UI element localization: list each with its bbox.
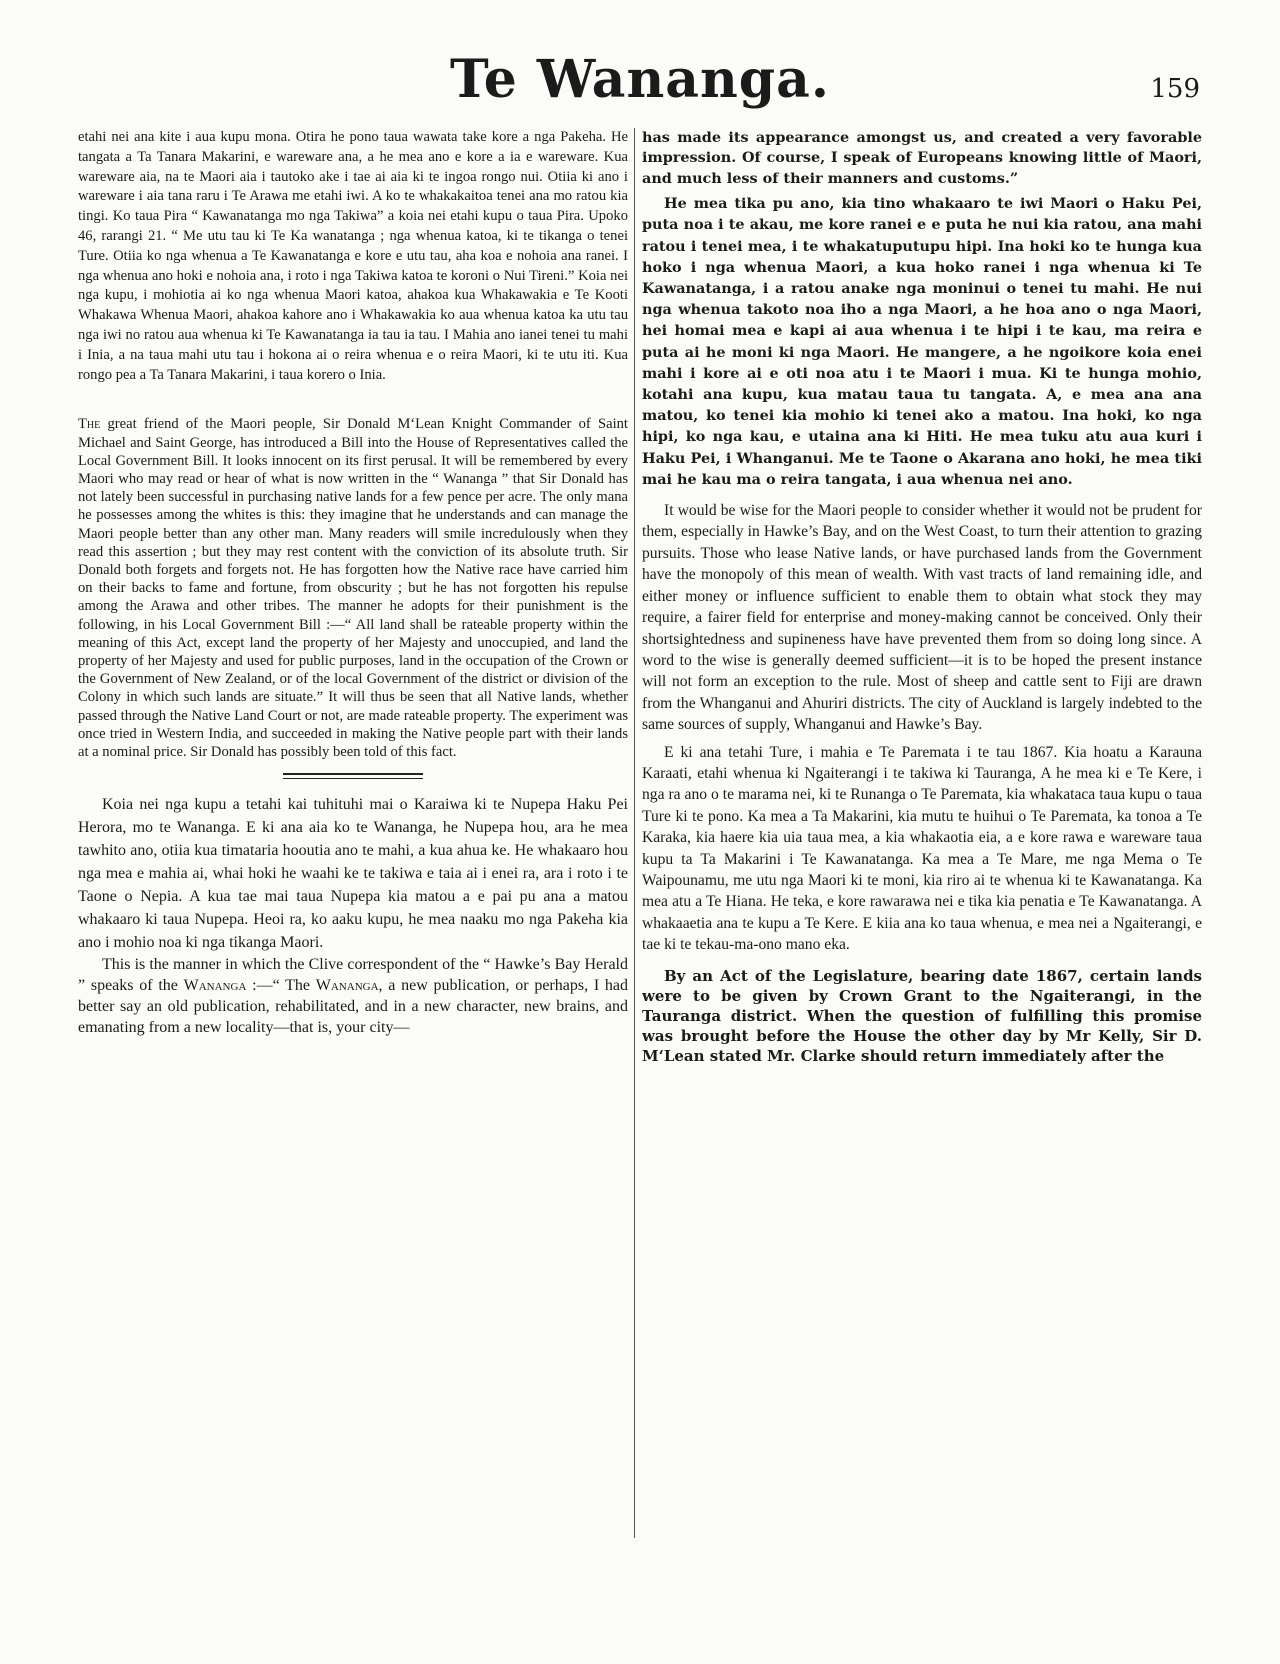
masthead: [0, 50, 1280, 110]
drop-lead: The: [78, 416, 101, 433]
article-maori-tauranga: E ki ana tetahi Ture, i mahia e Te Paremata i te tau 1867. Kia hoatu a Karauna Karaati, etahi whenua ki Ngaiterangi i te takiwa ki Tauranga, A he mea ki e Te Kere, i nga ra ano o te marama nei, ki te Runanga o Te Paremata, kia whakataca taua kupu o taua Ture ki te pono. Ka mea a Ta Makarini, kia mutu te huihui o Te Paremata, ka tonoa a Te Karaka, kia haere kia uia taua mea, a kia whakaotia eia, a e kore rawa e wareware taua kupu ta Ta Makarini i Te Kawanatanga. Ka mea a Te Mare, me nga Mema o Te Waipounamu, me utu nga Maori ki te moni, kia riro ai te whenua ki te Kawanatanga. Ka mea atu a Te Hiana. He teka, e kore rawarawa nei e tika kia penatia e Te Kawanatanga. A whakaaetia ana te kupu a Te Kere. E kiia ana ko taua whenua, e mea nei a Ngaiterangi, e tae ki te tekau-ma-ono mano eka.: [642, 743, 1202, 954]
text-run-smallcaps: Wananga: [183, 977, 247, 995]
article-english-clive: [78, 954, 628, 1038]
text-run: :—“ The: [246, 977, 316, 995]
article-english-rates: [78, 415, 628, 761]
article-english-grazing: It would be wise for the Maori people to consider whether it would not be prudent for them, especially in Hawke’s Bay, and on the West Coast, to turn their attention to grazing pursuits. Those who lease Native lands, or have purchased lands from the Government have the monopoly of this mean of wealth. With vast tracts of land remaining idle, and either money or influence sufficient to enable them to obtain what stock they may require, a fairer field for enterprise and money-making cannot be conceived. Only their shortsightedness and supineness have have prevented them from so doing long since. A word to the wise is generally deemed sufficient—it is to be hoped the present instance will not form an exception to the rule. Most of sheep and cattle sent to Fiji are drawn from the Whanganui and Ahuriri districts. The city of Auckland is largely indebted to the same sources of supply, Whanganui and Hawke’s Bay.: [642, 502, 1202, 734]
left-column: [78, 128, 628, 1538]
text-run: , a new publication, or perhaps, I had better say an old publication, rehabilitated, and in a new character, new brains, and emanating from a new locality—that is, your city—: [78, 977, 628, 1037]
text-run-smallcaps: Wananga: [315, 977, 379, 995]
text-run: This is the manner in which the Clive correspondent of the “ Hawke’s Bay Herald ” speaks of the: [78, 956, 628, 995]
column-divider: [634, 128, 635, 1538]
right-column: [642, 128, 1202, 1538]
newspaper-title: Te Wananga.: [450, 49, 830, 110]
article-maori-grazing: He mea tika pu ano, kia tino whakaaro te iwi Maori o Haku Pei, puta noa i te akau, me kore ranei e e puta he nui kia ratou, ana mahi ratou i tenei mea, i te whakatuputupu hipi. Ina hoki ko te hunga kua hoko i nga whenua Maori, a kua hoko ranei i nga whenua ki Te Kawanatanga, i a ratou anake nga moninui o tenei tu mahi. He nui nga whenua takoto noa iho a nga Maori, a he hoa ano o nga Maori, hei homai mea e kapi ai aua whenua i te hipi i te kau, ma reira e puta ai he moni ki nga Maori. He mangere, a he ngoikore koia enei mahi i kore ai e oti noa atu i te Maori i mua. Ki te hunga mohio, kotahi ana kupu, kua matau taua tu tangata. A, e mea ana ana matou, ko tenei kia mohio ki tenei ako a matou. Ina hoki, ko nga hipi, ko nga kau, e utaina ana ki Hiti. He mea tuku atu aua kuri i Haku Pei, i Whanganui. Me te Taone o Akarana ano hoki, he mea tiki mai he kau ma o reira tangata, i aua whenua nei ano.: [642, 195, 1202, 488]
article-english-tauranga: By an Act of the Legislature, bearing date 1867, certain lands were to be given by Crown Grant to the Ngaiterangi, in the Tauranga district. When the question of fulfilling this promise was brought before the House the other day by Mr Kelly, Sir D. M‘Lean stated Mr. Clarke should return immediately after the: [642, 966, 1202, 1065]
article-maori-clive: Koia nei nga kupu a tetahi kai tuhituhi mai o Karaiwa ki te Nupepa Haku Pei Herora, mo te Wananga. E ki ana aia ko te Wananga, he Nupepa hou, ara he mea tawhito ano, otiia kua timataria hooutia ano te mahi, a kua ahua ke. He whakaaro hou nga mea e mahia ai, whai hoki he waahi ke te takiwa e taia ai i enei ra, ara i roto i te Taone o Nepia. A kua tae mai taua Nupepa kia matou a e pai pu ana a matou whakaaro ki taua Nupepa. Heoi ra, ko aaku kupu, he mea naaku mo nga Pakeha kia ano i mohio noa ki nga tikanga Maori.: [78, 796, 628, 952]
article-english-rates-body: great friend of the Maori people, Sir Donald M‘Lean Knight Commander of Saint Michael and Saint George, has introduced a Bill into the House of Representatives called the Local Government Bill. It looks innocent on its first perusal. It will be remembered by every Maori who may read or hear of what is now written in the “ Wananga ” that Sir Donald has not lately been successful in purchasing native lands for a few pence per acre. The only mana he possesses among the whites is this: they imagine that he understands and can manage the Maori people better than any other man. Many readers will smile incredulously when they read this assertion ; but they may rest content with the conviction of its absolute truth. Sir Donald both forgets and forgets not. He has forgotten how the Native race have carried him on their backs to fame and fortune, from obscurity ; but he has not forgotten his repulse among the Arawa and other tribes. The manner he adopts for their punishment is the following, in his Local Government Bill :—“ All land shall be rateable property within the meaning of this Act, except land the property of her Majesty and unoccupied, and land the property of her Majesty and used for public purposes, land in the occupation of the Crown or the Government of New Zealand, or of the local Government of the district or division of the Colony in which such lands are situate.” It will thus be seen that all Native lands, whether passed through the Native Land Court or not, are made rateable property. The experiment was once tried in Western India, and succeeded in making the Native people part with their lands at a nominal price. Sir Donald has possibly been told of this fact.: [78, 416, 628, 761]
article-english-continued: has made its appearance amongst us, and created a very favorable impression. Of course, I speak of Europeans knowing little of Maori, and much less of their manners and customs.”: [642, 129, 1202, 187]
page-number: 159: [1150, 74, 1200, 104]
section-divider: [283, 773, 423, 779]
article-maori-rates: etahi nei ana kite i aua kupu mona. Otira he pono taua wawata take kore a nga Pakeha. He tangata a Ta Tanara Makarini, e wareware ana, a he mea ano e kore a ia e wareware. Kua wareware aia, na te Maori aia i tautoko ake i tae ai aia ki te ingoa rongo nui. Otiia ki ano i wareware i aia tana raru i Te Arawa me etahi iwi. A ko te whakakaitoa tenei ana mo ratou kia tingi. Ko taua Pira “ Kawanatanga mo nga Takiwa” a koia nei etahi kupu o taua Pira. Upoko 46, rarangi 21. “ Me utu tau ki Te Ka wanatanga ; nga whenua katoa, ki te tikanga o tenei Ture. Otiia ko nga whenua a Te Kawanatanga e kore e utu tau, aha koa e nohoia ana ranei. I nga whenua ano hoki e nohoia ana, i roto i nga Takiwa katoa te koroni o Nui Tireni.” Koia nei nga kupu, i mohiotia ai ko nga whenua Maori katoa, ahakoa kua Whakawakia e Te Kooti Whakawa Whenua Maori, ahakoa kahore ano i Whakawakia ko aua whenua katoa ka utu tau nga iwi no ratou aua whenua ki Te Kawanatanga ia tau ia tau. I Mahia ano ianei tenei tu mahi i Inia, a na taua mahi utu tau i hokona ai o reira whenua e o reira Maori, ki te utu iti. Kua rongo pea a Ta Tanara Makarini, i taua korero o Inia.: [78, 129, 628, 383]
